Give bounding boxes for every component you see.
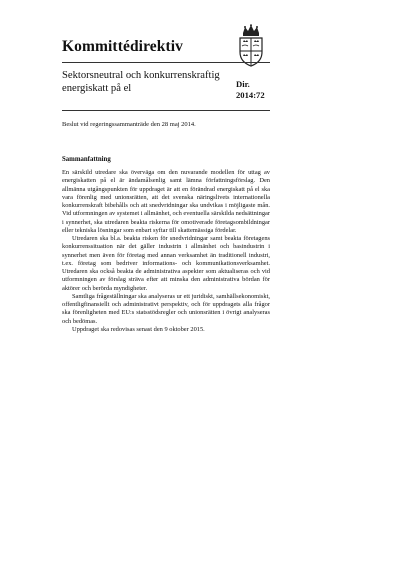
directive-reference [236,79,265,100]
paragraph: Samtliga frågeställningar ska analyseras ur ett juridiskt, samhällsekonomiskt, offentligfinansiellt och administrativt perspektiv, och för uppdragets alla frågor ska förenligheten med EU:s statsstödsregler och unionsrätten i övrigt analyseras och bedömas. [62,292,270,325]
decision-line: Beslut vid regeringssammanträde den 28 maj 2014. [62,121,196,128]
paragraph: Utredaren ska bl.a. beakta risken för snedvridningar samt beakta företagens konkurrenssituation när det gäller industrin i allmänhet och basindustrin i synnerhet men även för företag med annan verksamhet än traditionell industri, t.ex. företag som bedriver informations- och kommunikationsverksamhet. Utredaren ska också beakta de administrativa aspekter som aktualiseras och vid utformningen av förslag sträva efter att minska den administrativa bördan för aktörer och berörda myndigheter. [62,235,270,292]
paragraph: Uppdraget ska redovisas senast den 9 oktober 2015. [72,325,205,333]
section-heading: Sammanfattning [62,156,111,163]
document-subject: Sektorsneutral och konkurrenskraftig energiskatt på el [62,70,220,94]
header-rule-bottom [62,110,270,111]
summary-body [62,169,270,334]
document-title: Kommittédirektiv [62,38,183,55]
directive-number: 2014:72 [236,89,265,100]
directive-label: Dir. [236,79,250,89]
paragraph: En särskild utredare ska överväga om den nuvarande modellen för uttag av energiskatten på el är ändamålsenlig samt lämna författningsförslag. Den allmänna utgångspunkten för uppdraget är att en förändrad energiskatt på el ska vara förenlig med unionsrätten, att det svenska näringslivets internationella konkurrenskraft bibehålls och att snedvridningar ska undvikas i möjligaste mån. Vid utformningen av systemet i allmänhet, och eventuella särskilda nedsättningar i synnerhet, ska utredaren beakta riskerna för omotiverade företagsombildningar eller tekniska lösningar som enbart syftar till skattemässiga fördelar. [62,169,270,234]
header-rule-top [62,62,270,63]
